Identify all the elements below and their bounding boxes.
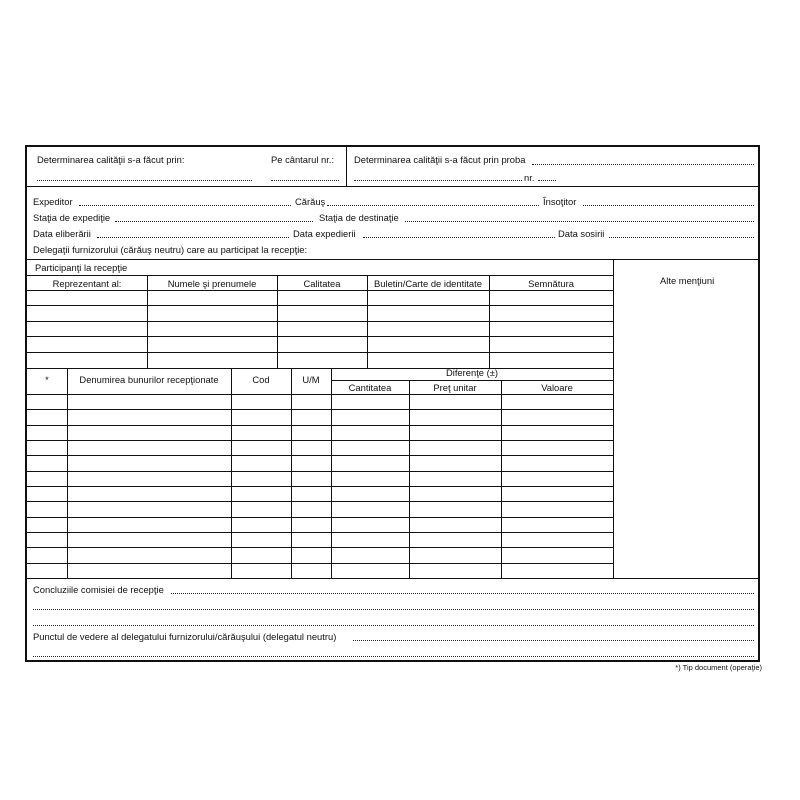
table-row xyxy=(27,321,613,322)
table-row xyxy=(27,352,613,353)
col-nume: Numele şi prenumele xyxy=(167,278,257,289)
section-divider xyxy=(27,578,758,579)
expeditor-field[interactable] xyxy=(79,205,291,206)
expeditor-label: Expeditor xyxy=(33,196,73,207)
participanti-title: Participanţi la recepţie xyxy=(35,262,128,273)
col-denumire: Denumirea bunurilor recepţionate xyxy=(79,374,219,385)
top-divider xyxy=(346,147,347,186)
goods-col-divider xyxy=(291,368,292,578)
punct-vedere-field[interactable] xyxy=(353,640,754,641)
diferente-divider xyxy=(331,380,613,381)
sample-field[interactable] xyxy=(532,164,754,165)
statia-expeditie-label: Staţia de expediţie xyxy=(33,212,111,223)
table-row xyxy=(27,501,613,502)
concluzii-field-2[interactable] xyxy=(33,609,754,610)
col-um: U/M xyxy=(302,374,320,385)
alte-mentiuni-divider xyxy=(613,259,614,578)
goods-col-divider xyxy=(501,380,502,578)
table-row xyxy=(27,532,613,533)
quality-method-field[interactable] xyxy=(37,180,252,181)
carraus-field[interactable] xyxy=(327,205,539,206)
section-divider xyxy=(27,259,758,260)
data-eliberarii-field[interactable] xyxy=(97,237,289,238)
quality-sample-label: Determinarea calităţii s-a făcut prin proba xyxy=(354,154,526,165)
concluzii-field[interactable] xyxy=(171,593,754,594)
data-expedierii-label: Data expedierii xyxy=(293,228,356,239)
diferente-title: Diferenţe (±) xyxy=(445,367,499,378)
col-reprezentant: Reprezentant al: xyxy=(52,278,122,289)
table-row xyxy=(27,486,613,487)
data-sosirii-field[interactable] xyxy=(609,237,754,238)
carraus-label: Cărăuş xyxy=(295,196,326,207)
col-semnatura: Semnătura xyxy=(528,278,574,289)
table-row xyxy=(27,336,613,337)
table-row xyxy=(27,425,613,426)
insotitor-field[interactable] xyxy=(583,205,754,206)
alte-mentiuni-label: Alte menţiuni xyxy=(660,275,715,286)
statia-destinatie-field[interactable] xyxy=(405,221,754,222)
punct-vedere-field-2[interactable] xyxy=(33,656,754,657)
nr-label: nr. xyxy=(524,172,535,183)
data-eliberarii-label: Data eliberării xyxy=(33,228,91,239)
section-divider xyxy=(27,186,758,187)
col-star: * xyxy=(45,374,49,385)
statia-destinatie-label: Staţia de destinaţie xyxy=(319,212,399,223)
table-row xyxy=(27,517,613,518)
col-cantitatea: Cantitatea xyxy=(348,382,392,393)
statia-expeditie-field[interactable] xyxy=(115,221,313,222)
participants-col-divider xyxy=(147,275,148,368)
delegati-label: Delegaţii furnizorului (cărăuş neutru) care au participat la recepţie: xyxy=(33,244,308,255)
table-row xyxy=(27,409,613,410)
col-buletin: Buletin/Carte de identitate xyxy=(374,278,482,289)
nr-field[interactable] xyxy=(538,180,556,181)
col-cod: Cod xyxy=(252,374,270,385)
scale-number-label: Pe cântarul nr.: xyxy=(271,154,335,165)
goods-col-divider xyxy=(409,380,410,578)
goods-header-bottom xyxy=(27,394,613,395)
table-row xyxy=(27,305,613,306)
goods-col-divider xyxy=(67,368,68,578)
quality-method-label: Determinarea calităţii s-a făcut prin: xyxy=(37,154,185,165)
participants-header-bottom xyxy=(27,290,613,291)
participants-col-divider xyxy=(367,275,368,368)
sample-field-2[interactable] xyxy=(354,180,522,181)
col-valoare: Valoare xyxy=(541,382,573,393)
participants-header-top xyxy=(27,275,613,276)
concluzii-label: Concluziile comisiei de recepţie xyxy=(33,584,164,595)
table-row xyxy=(27,471,613,472)
participants-col-divider xyxy=(277,275,278,368)
data-sosirii-label: Data sosirii xyxy=(558,228,605,239)
reception-form xyxy=(25,145,760,662)
table-row xyxy=(27,440,613,441)
goods-col-divider xyxy=(331,368,332,578)
goods-col-divider xyxy=(231,368,232,578)
punct-vedere-label: Punctul de vedere al delegatului furnizorului/cărăuşului (delegatul neutru) xyxy=(33,631,337,642)
insotitor-label: Însoţitor xyxy=(543,196,577,207)
footnote: *) Tip document (operaţie) xyxy=(675,663,762,672)
scale-number-field[interactable] xyxy=(271,180,339,181)
col-calitatea: Calitatea xyxy=(303,278,341,289)
col-pret: Preţ unitar xyxy=(433,382,477,393)
participants-col-divider xyxy=(489,275,490,368)
table-row xyxy=(27,563,613,564)
table-row xyxy=(27,455,613,456)
data-expedierii-field[interactable] xyxy=(363,237,555,238)
table-row xyxy=(27,547,613,548)
concluzii-field-3[interactable] xyxy=(33,625,754,626)
